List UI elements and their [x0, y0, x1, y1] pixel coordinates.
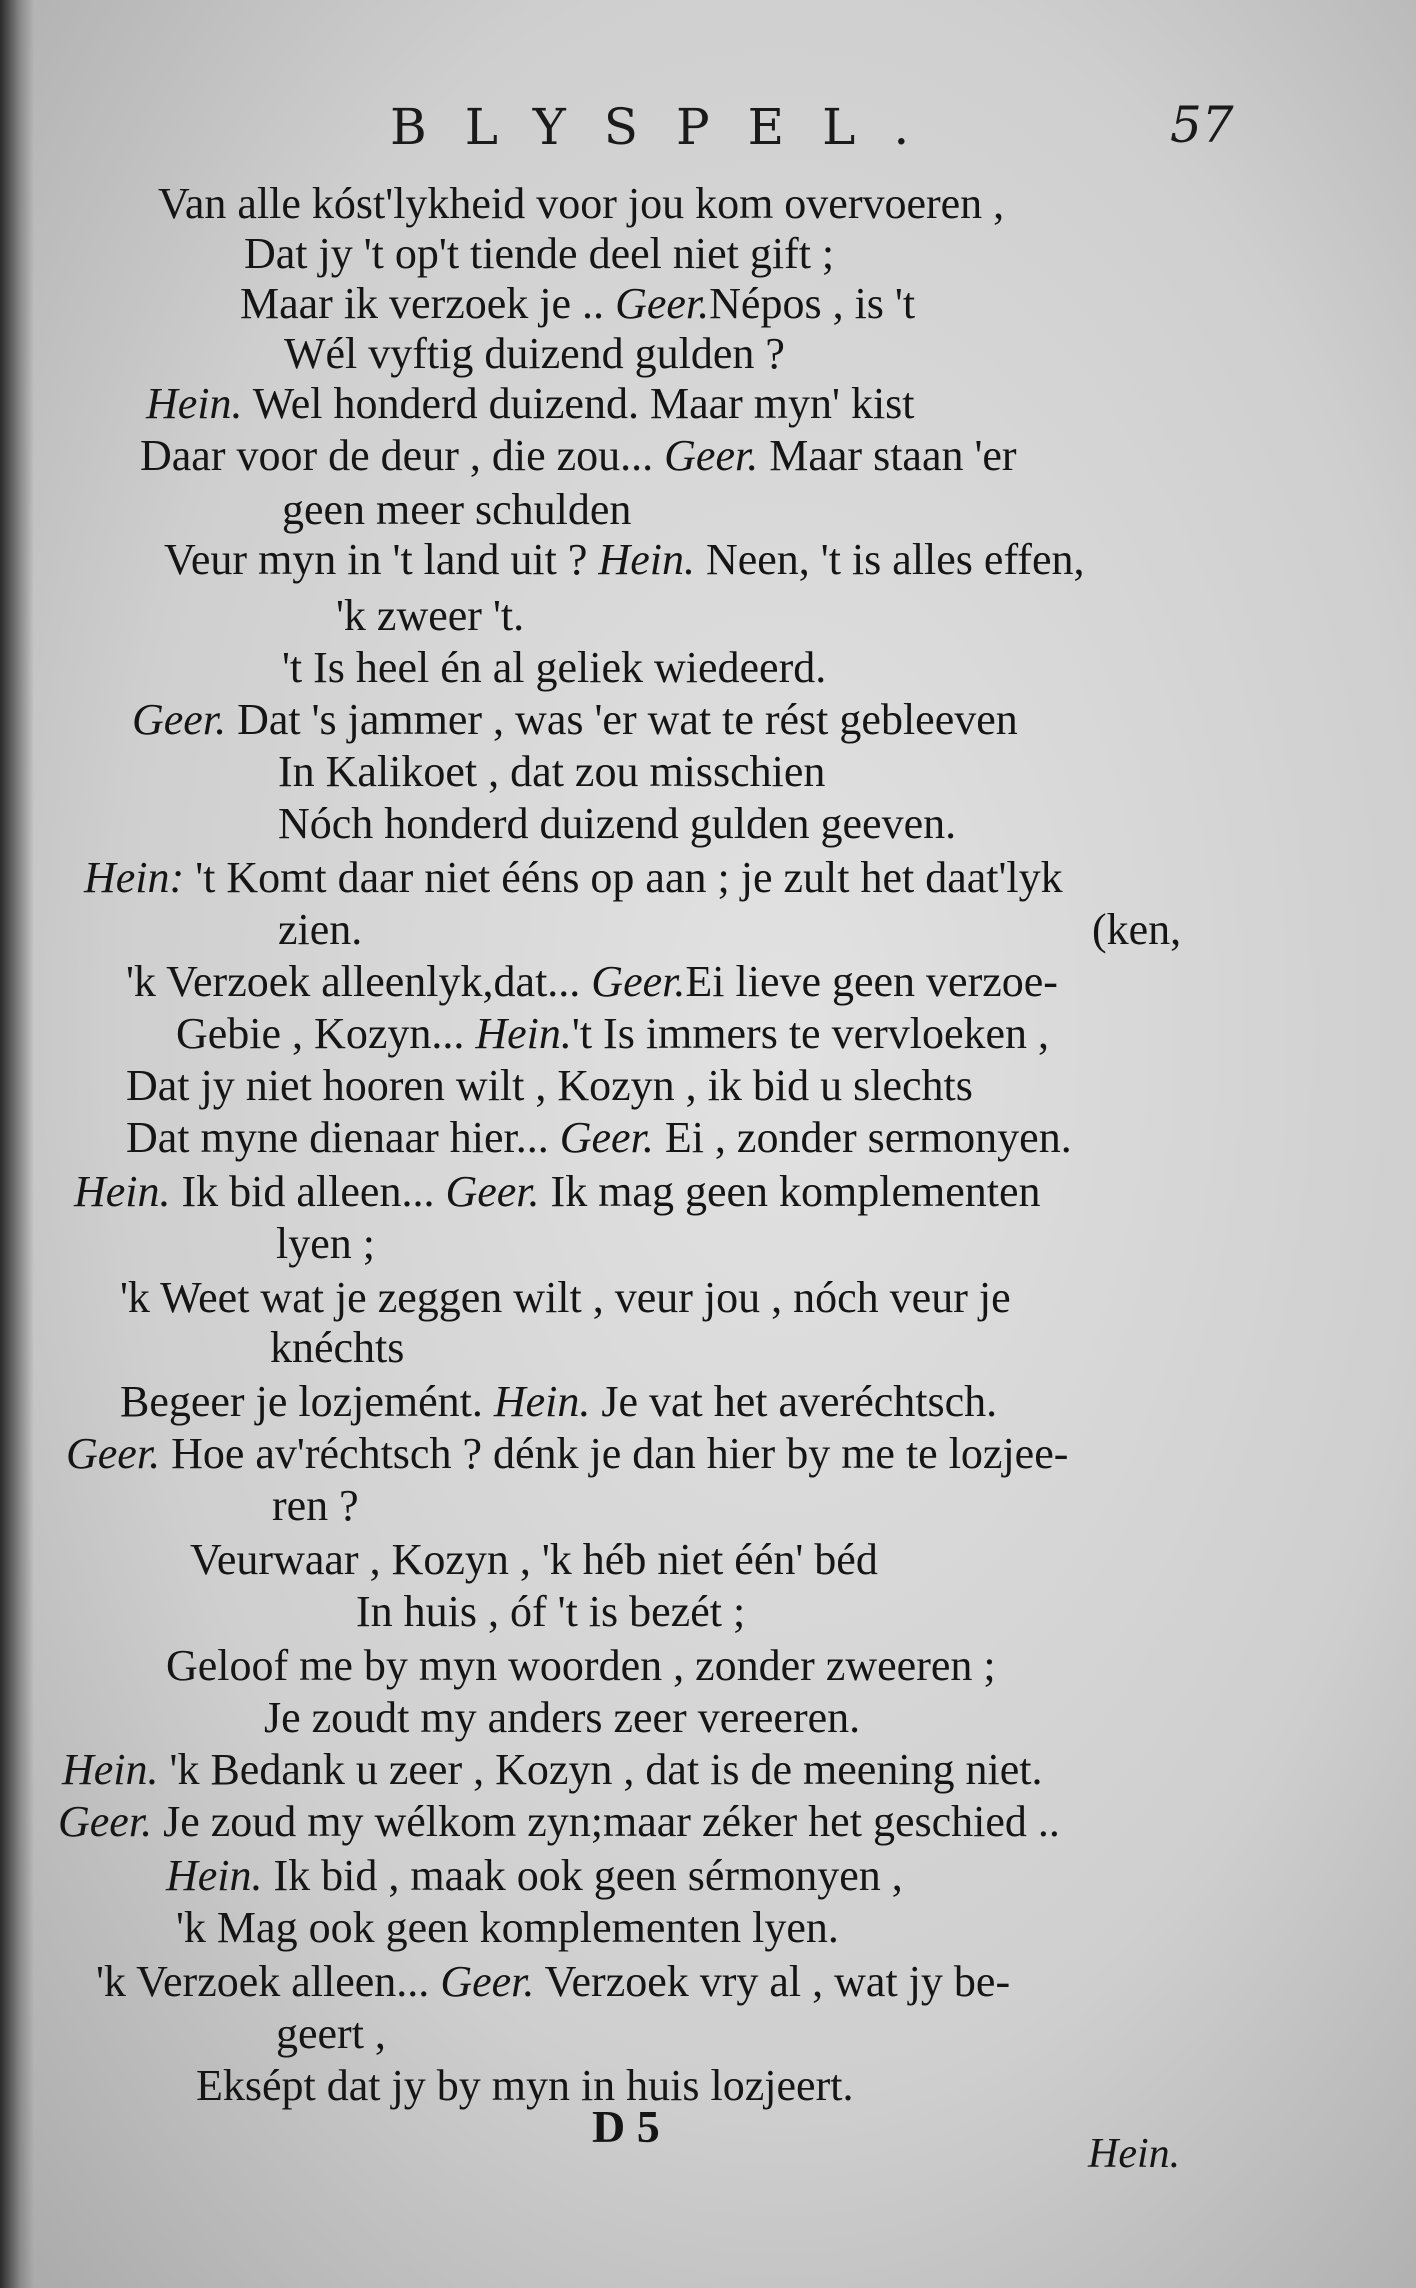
- speaker-name: Hein.: [146, 379, 243, 428]
- line-text: Dat 's jammer , was 'er wat te rést gebleeven: [226, 695, 1018, 744]
- line-text: 'k Verzoek alleenlyk,dat...: [126, 957, 592, 1006]
- speaker-name: Geer.: [591, 957, 686, 1006]
- verse-line: [126, 1060, 973, 1112]
- line-text: Dat myne dienaar hier...: [126, 1113, 560, 1162]
- line-text: Gebie , Kozyn...: [176, 1009, 476, 1058]
- speaker-name: Hein.: [493, 1377, 591, 1426]
- line-text: 'k Weet wat je zeggen wilt , veur jou , nóch veur je: [120, 1273, 1011, 1322]
- line-text: Begeer je lozjemént.: [120, 1377, 494, 1426]
- line-text: Wel honderd duizend. Maar myn' kist: [242, 379, 915, 428]
- speaker-name: Hein.: [74, 1167, 171, 1216]
- verse-line: [336, 590, 524, 642]
- verse-line: [282, 484, 631, 536]
- verse-line: [276, 2008, 386, 2060]
- line-text: Eksépt dat jy by myn in huis lozjeert.: [196, 2061, 854, 2110]
- speaker-name: Geer.: [58, 1797, 153, 1846]
- verse-line: [126, 956, 1058, 1008]
- verse-line: [164, 534, 1085, 586]
- verse-line: [96, 1956, 1010, 2008]
- page-header: [0, 98, 1416, 158]
- line-text: 'k Verzoek alleen...: [96, 1957, 441, 2006]
- verse-line: [120, 1272, 1011, 1324]
- line-text: Nóch honderd duizend gulden geeven.: [278, 799, 957, 848]
- line-text: Veur myn in 't land uit ?: [164, 535, 599, 584]
- line-text: Ei lieve geen verzoe-: [685, 957, 1058, 1006]
- verse-line: [240, 278, 915, 330]
- line-text: ren ?: [272, 1481, 359, 1530]
- verse-line: [126, 1112, 1072, 1164]
- line-text: Verzoek vry al , wat jy be-: [534, 1957, 1011, 2006]
- speaker-name: Hein.: [62, 1745, 159, 1794]
- line-text: Maar staan 'er: [758, 431, 1017, 480]
- line-text: Hoe av'réchtsch ? dénk je dan hier by me te lozjee-: [160, 1429, 1069, 1478]
- line-text: Ei , zonder sermonyen.: [653, 1113, 1072, 1162]
- line-text: geen meer schulden: [282, 485, 632, 534]
- verse-line: [176, 1902, 839, 1954]
- speaker-name: Geer.: [132, 695, 227, 744]
- speaker-name: Geer.: [440, 1957, 535, 2006]
- speaker-name: Hein.: [598, 535, 695, 584]
- line-text: Van alle kóst'lykheid voor jou kom overvoeren ,: [158, 179, 1005, 228]
- verse-line: [166, 1850, 903, 1902]
- verse-line: [120, 1376, 997, 1428]
- speaker-name: Geer.: [559, 1113, 654, 1162]
- speaker-name: Geer.: [664, 431, 759, 480]
- line-text: Ik bid alleen...: [170, 1167, 446, 1216]
- page-number: 57: [1170, 96, 1234, 154]
- speaker-name: Geer.: [66, 1429, 161, 1478]
- speaker-name: Geer.: [615, 279, 710, 328]
- line-text: In Kalikoet , dat zou misschien: [278, 747, 826, 796]
- line-text: 't Komt daar niet ééns op aan ; je zult het daat'lyk: [184, 853, 1063, 902]
- line-text: Wél vyftig duizend gulden ?: [284, 329, 785, 378]
- line-text: Veurwaar , Kozyn , 'k héb niet één' béd: [190, 1535, 878, 1584]
- line-text: 't Is immers te vervloeken ,: [571, 1009, 1050, 1058]
- speaker-name: Geer.: [445, 1167, 540, 1216]
- line-text: 'k Mag ook geen komplementen lyen.: [176, 1903, 839, 1952]
- line-text: Maar ik verzoek je ..: [240, 279, 616, 328]
- verse-line: [356, 1586, 745, 1638]
- binding-shadow: [0, 0, 34, 2288]
- line-text: 'k zweer 't.: [336, 591, 525, 640]
- verse-line: [146, 378, 915, 430]
- verse-line: [278, 746, 825, 798]
- line-text: Je zoudt my anders zeer vereeren.: [264, 1693, 861, 1742]
- line-text: Népos , is 't: [709, 279, 916, 328]
- line-text: Je vat het averéchtsch.: [590, 1377, 998, 1426]
- verse-line: [140, 430, 1017, 482]
- line-text: Je zoud my wélkom zyn;maar zéker het geschied ..: [152, 1797, 1060, 1846]
- verse-line: [282, 642, 826, 694]
- line-text: knéchts: [270, 1323, 405, 1372]
- verse-line: [84, 852, 1063, 904]
- verse-line: [190, 1534, 878, 1586]
- line-text: Ik mag geen komplementen: [539, 1167, 1041, 1216]
- line-text: Ik bid , maak ook geen sérmonyen ,: [262, 1851, 903, 1900]
- line-text: Daar voor de deur , die zou...: [140, 431, 665, 480]
- line-text: In huis , óf 't is bezét ;: [356, 1587, 746, 1636]
- speaker-name: Hein.: [475, 1009, 572, 1058]
- running-title: BLYSPEL.: [390, 98, 948, 156]
- line-text: geert ,: [276, 2009, 386, 2058]
- speaker-name: Hein:: [84, 853, 185, 902]
- verse-line: [132, 694, 1018, 746]
- verse-line: [278, 904, 362, 956]
- verse-line: [284, 328, 785, 380]
- line-text: Dat jy niet hooren wilt , Kozyn , ik bid u slechts: [126, 1061, 973, 1110]
- verse-line: [1092, 904, 1181, 956]
- verse-line: [278, 798, 956, 850]
- line-text: zien.: [278, 905, 363, 954]
- verse-line: [176, 1008, 1049, 1060]
- verse-line: [244, 228, 834, 280]
- line-text: lyen ;: [276, 1219, 375, 1268]
- line-text: Geloof me by myn woorden , zonder zweeren ;: [166, 1641, 996, 1690]
- verse-line: [62, 1744, 1043, 1796]
- verse-line: [166, 1640, 996, 1692]
- verse-line: [158, 178, 1004, 230]
- verse-line: [276, 1218, 375, 1270]
- verse-line: [74, 1166, 1041, 1218]
- verse-line: [66, 1428, 1068, 1480]
- catchword: Hein.: [1088, 2131, 1181, 2177]
- line-text: Dat jy 't op't tiende deel niet gift ;: [244, 229, 835, 278]
- line-text: 'k Bedank u zeer , Kozyn , dat is de meening niet.: [158, 1745, 1043, 1794]
- verse-line: [264, 1692, 860, 1744]
- line-text: 't Is heel én al geliek wiedeerd.: [282, 643, 827, 692]
- speaker-name: Hein.: [166, 1851, 263, 1900]
- verse-line: [270, 1322, 404, 1374]
- verse-line: [272, 1480, 359, 1532]
- signature-mark: D 5: [592, 2101, 660, 2152]
- verse-line: [58, 1796, 1060, 1848]
- page-footer: [0, 2100, 1416, 2177]
- line-text: (ken,: [1092, 905, 1182, 954]
- line-text: Neen, 't is alles effen,: [694, 535, 1085, 584]
